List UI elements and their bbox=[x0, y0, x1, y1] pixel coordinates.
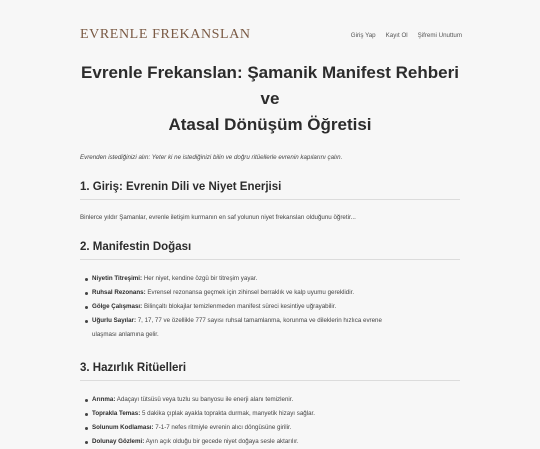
list-item-term: Gölge Çalışması: bbox=[92, 303, 143, 310]
section-manifest bbox=[80, 241, 460, 342]
section-paragraph: Binlerce yıldır Şamanlar, evrenle iletişim kurmanın en saf yolunun niyet frekansları olduğunu öğretir... bbox=[80, 214, 356, 221]
lead-text: Evrenden istediğinizi alın: Yeter ki ne istediğinizi bilin ve doğru ritüellerle evrenin kapılarını çalın. bbox=[80, 154, 343, 161]
list-item bbox=[92, 300, 460, 314]
list-item-text: Bilinçaltı blokajlar temizlenmeden manifest süreci kesintiye uğrayabilir. bbox=[142, 303, 337, 310]
login-link[interactable]: Giriş Yap bbox=[350, 32, 376, 39]
list-item bbox=[92, 435, 460, 449]
list-item-term: Toprakla Temas: bbox=[92, 410, 141, 417]
site-logo[interactable]: EVRENLE FREKANSLAN bbox=[80, 27, 251, 42]
page-title bbox=[80, 60, 460, 138]
list-item bbox=[92, 272, 460, 286]
list-item-term: Niyetin Titreşimi: bbox=[92, 275, 143, 282]
section-heading: 2. Manifestin Doğası bbox=[80, 241, 460, 260]
list-item-term: Ruhsal Rezonans: bbox=[92, 289, 146, 296]
forgot-password-link[interactable]: Şifremi Unuttum bbox=[417, 32, 462, 39]
list-item-text-continued: ulaşması anlamına gelir. bbox=[92, 331, 159, 338]
list-item-text: Her niyet, kendine özgü bir titreşim yayar. bbox=[142, 275, 258, 282]
page-title-line-2: Atasal Dönüşüm Öğretisi bbox=[168, 115, 372, 134]
section-heading: 3. Hazırlık Ritüelleri bbox=[80, 362, 460, 381]
ritual-list bbox=[80, 393, 460, 449]
list-item-text: Adaçayı tütsüsü veya tuzlu su banyosu ile enerji alanı temizlenir. bbox=[115, 396, 294, 403]
list-item-text: Evrensel rezonansa geçmek için zihinsel berraklık ve kalp uyumu gereklidir. bbox=[145, 289, 355, 296]
list-item bbox=[92, 407, 460, 421]
top-header bbox=[0, 0, 540, 60]
top-nav bbox=[351, 32, 462, 39]
list-item bbox=[92, 314, 460, 342]
list-item-term: Arınma: bbox=[92, 396, 116, 403]
article bbox=[80, 60, 460, 449]
page-title-line-1: Evrenle Frekanslan: Şamanik Manifest Rehberi ve bbox=[81, 63, 459, 108]
manifest-list bbox=[80, 272, 460, 342]
register-link[interactable]: Kayıt Ol bbox=[385, 32, 408, 39]
section-intro bbox=[80, 181, 460, 221]
list-item-text: 5 dakika çıplak ayakla toprakta durmak, manyetik hizayı sağlar. bbox=[140, 410, 315, 417]
list-item-text: Ayın açık olduğu bir gecede niyet doğaya sesle aktarılır. bbox=[144, 438, 299, 445]
list-item-term: Solunum Kodlaması: bbox=[92, 424, 154, 431]
list-item bbox=[92, 286, 460, 300]
list-item bbox=[92, 421, 460, 435]
list-item-text: 7, 17, 77 ve özellikle 777 sayısı ruhsal tamamlanma, korunma ve dileklerin hızlıca evrene bbox=[136, 317, 382, 324]
list-item-term: Uğurlu Sayılar: bbox=[92, 317, 137, 324]
list-item-term: Dolunay Gözlemi: bbox=[92, 438, 145, 445]
section-heading: 1. Giriş: Evrenin Dili ve Niyet Enerjisi bbox=[80, 181, 460, 200]
list-item-text: 7-1-7 nefes ritmiyle evrenin alıcı döngüsüne girilir. bbox=[153, 424, 292, 431]
section-preparation bbox=[80, 362, 460, 449]
